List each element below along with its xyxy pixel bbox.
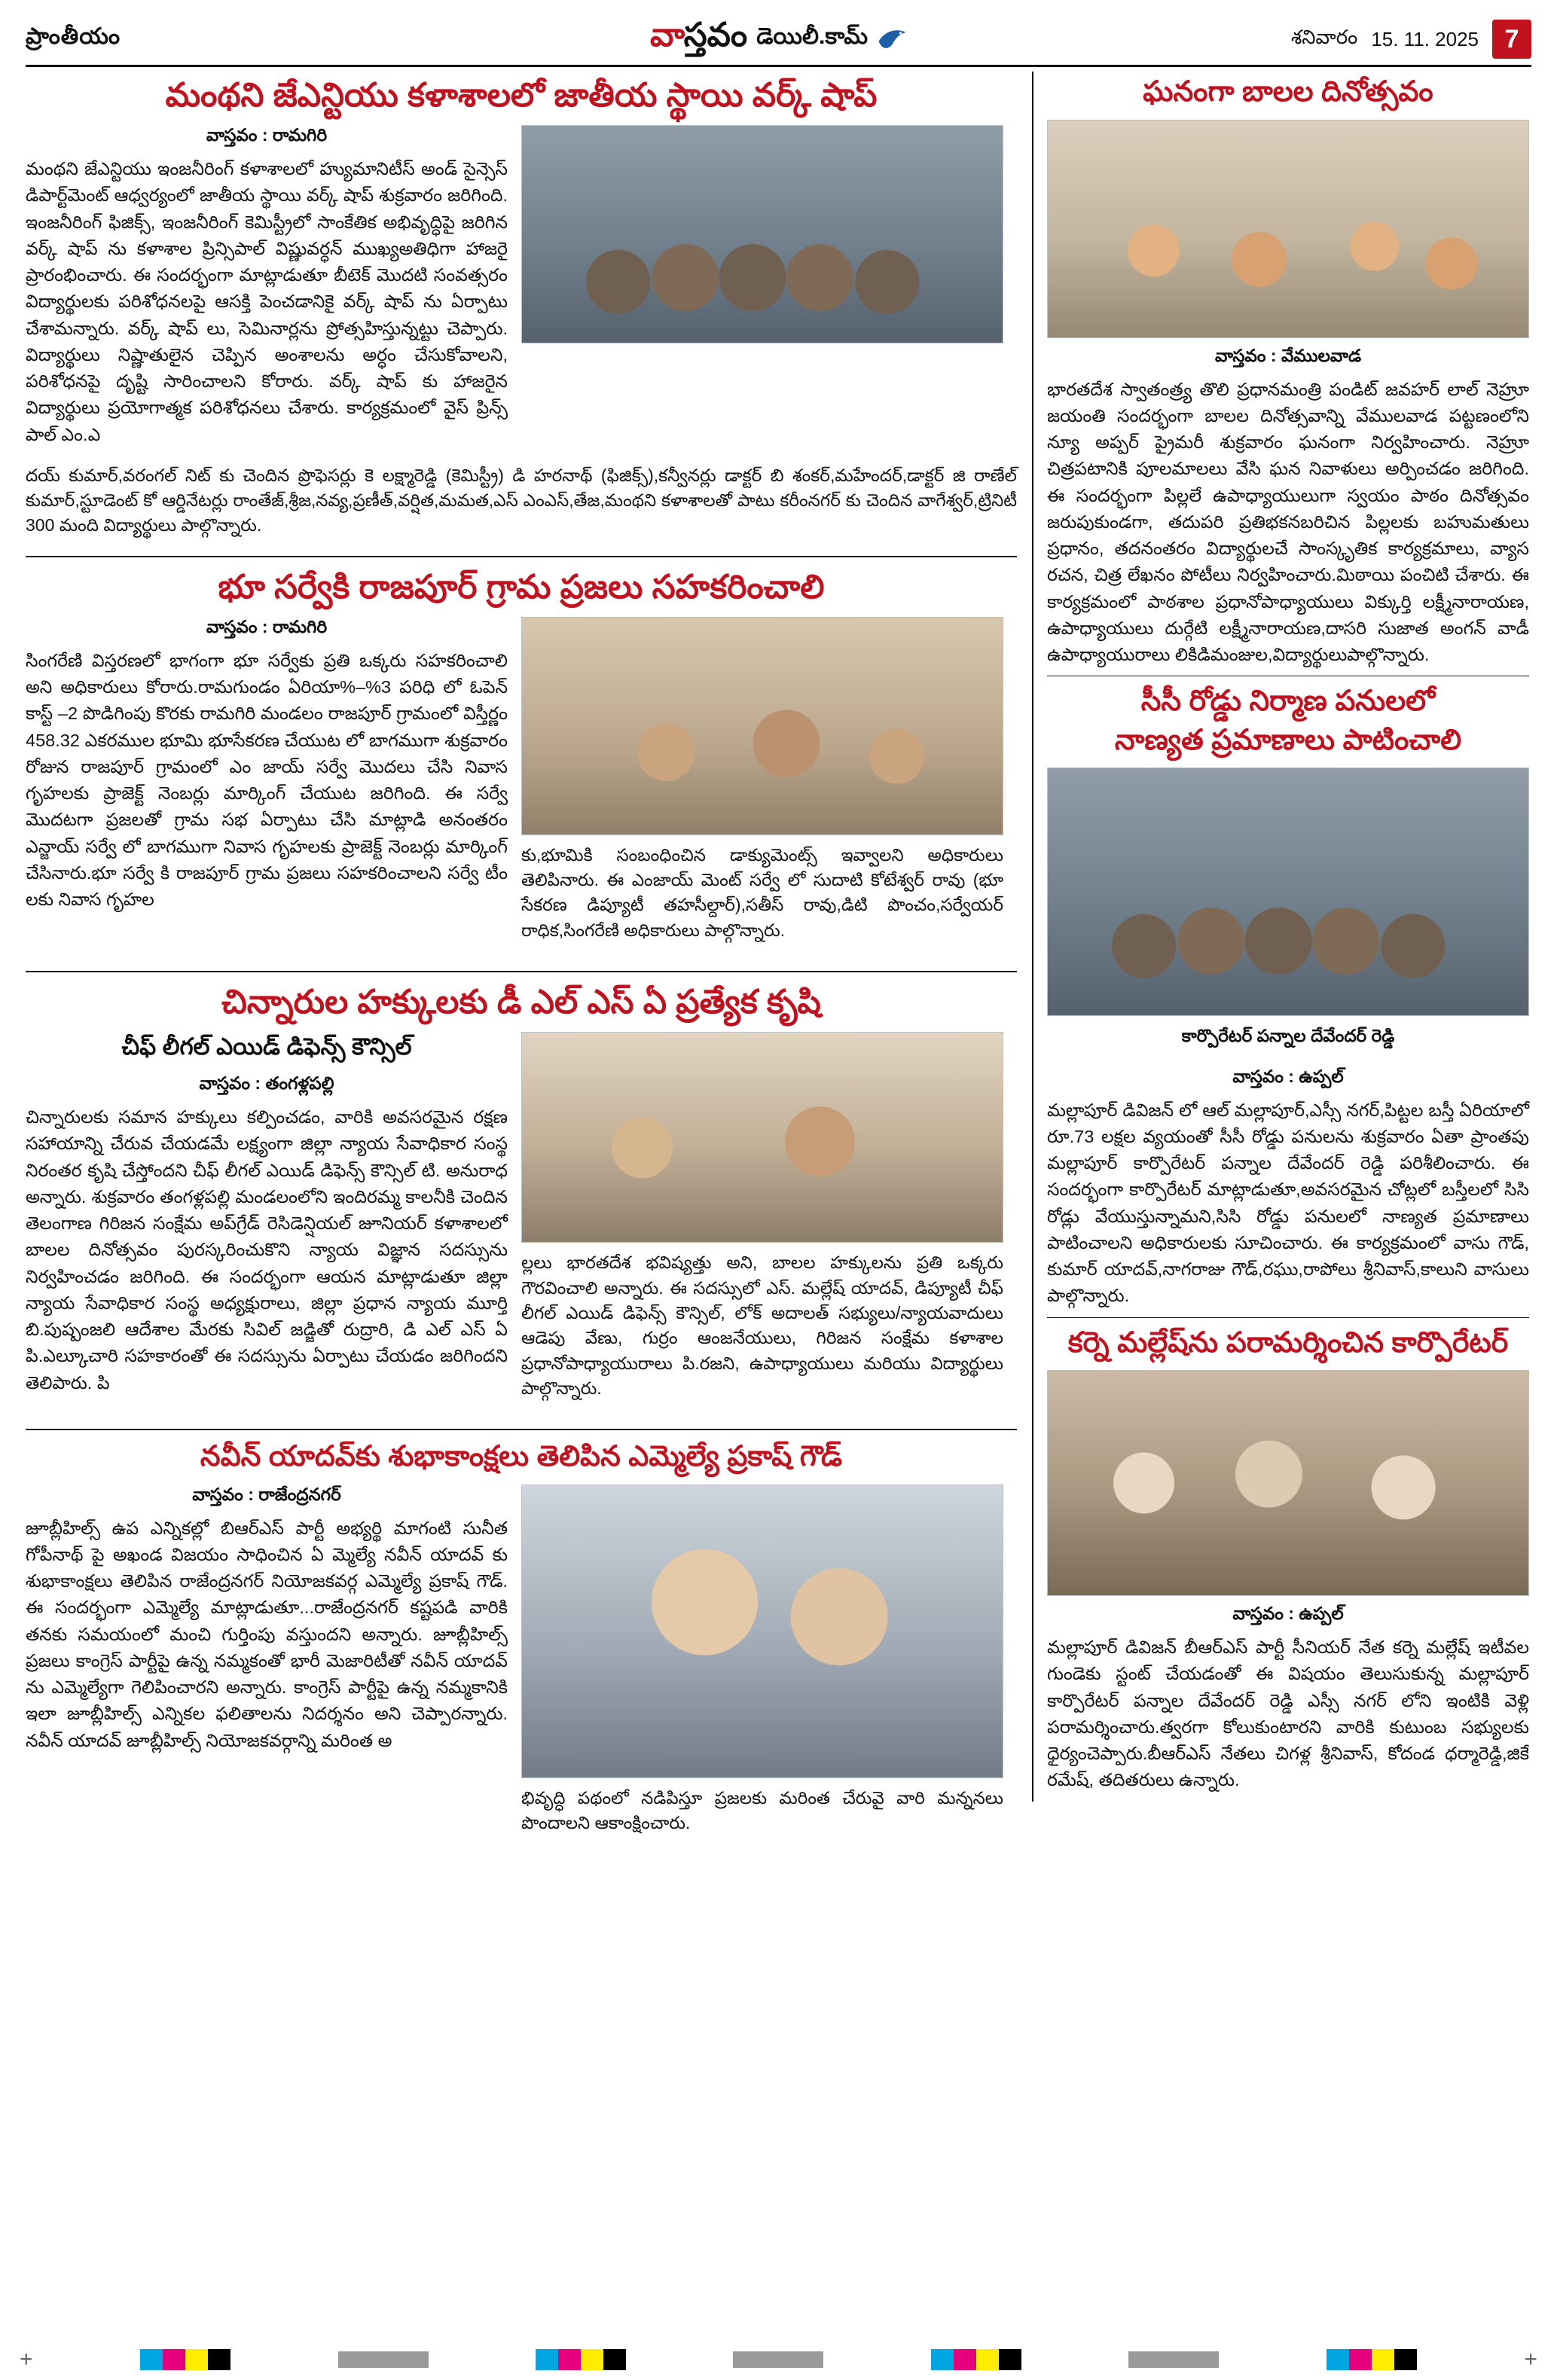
side-column bbox=[1032, 72, 1529, 1802]
masthead-date-block bbox=[1291, 20, 1531, 59]
gray-density-block-2 bbox=[733, 2351, 823, 2368]
swatch-magenta bbox=[558, 2349, 581, 2370]
article-cc-road bbox=[1047, 684, 1529, 1309]
article-dlsa-figure bbox=[521, 1032, 1003, 1418]
bird-icon bbox=[877, 26, 907, 52]
article-karne-headline: కర్నె మల్లేష్‌ను పరామర్శించిన కార్పొరేటర్ bbox=[1067, 1326, 1509, 1359]
article-cc-road-body: మల్లాపూర్ డివిజన్ లో ఆల్ మల్లాపూర్,ఎస్సీ నగర్,పిట్టల బస్తీ ఏరియాలో రూ.73 లక్షల వ్యయంతో సీసీ రోడ్డు పనులను శుక్రవారం ఏతా ప్రాంతపు మల్లాపూర్ కార్పొరేటర్ పన్నాల దేవేందర్ రెడ్డి పరిశీలించారు. ఈ సందర్భంగా కార్పొరేటర్ మాట్లాడుతూ,అవసరమైన చోట్లలో బస్తీలలో సిసి రోడ్లు వేయుస్తున్నామని,సిసి రోడ్డు పనులలో నాణ్యత ప్రమాణాలు పాటించాలని అధికారులకు సూచించారు. ఈ కార్యక్రమంలో వాసు గౌడ్, కుమార్ యాదవ్,నాగరాజు గౌడ్,రఘు,రాపోలు శ్రీనివాస్,కాలుని వాసులు పాల్గొన్నారు. bbox=[1047, 1100, 1529, 1306]
article-survey-headline: భూ సర్వేకి రాజపూర్ గ్రామ ప్రజలు సహకరించాలి bbox=[218, 568, 825, 606]
workshop-group-photo bbox=[521, 125, 1003, 343]
article-survey bbox=[26, 566, 1017, 960]
land-survey-photo bbox=[521, 617, 1003, 835]
brand-title-rest: స్తవం bbox=[683, 16, 748, 53]
article-karne-byline: వాస్తవం : ఉప్పల్ bbox=[1232, 1603, 1344, 1624]
swatch-cyan bbox=[931, 2349, 954, 2370]
registration-mark-right: + bbox=[1524, 2347, 1537, 2372]
swatch-cyan bbox=[140, 2349, 163, 2370]
article-naveen-body: జూబ్లీహిల్స్ ఉప ఎన్నికల్లో బిఆర్ఎస్ పార్టీ అభ్యర్థి మాగంటి సునీత గోపీనాథ్ పై అఖండ విజయం సాధించిన ఏ మ్మెల్యే నవీన్ యాదవ్ కు శుభాకాంక్షలు తెలిపిన రాజేంద్రనగర్ నియోజకవర్గ ఎమ్మెల్యే ప్రకాష్ గౌడ్. ఈ సందర్భంగా ఎమ్మెల్యే మాట్లాడుతూ...రాజేంద్రనగర్ కష్టపడి వారికి తనకు సమయంలో మంచి గుర్తింపు వస్తుందని అన్నారు. జూబ్లీహిల్స్ ప్రజలు కాంగ్రెస్ పార్టీపై ఉన్న నమ్మకంతో భారీ మెజారిటీతో నవీన్ యాదవ్ ను ఎమ్మెల్యేగా గెలిపించారని అన్నారు. కాంగ్రెస్ పార్టీపై ఉన్న నమ్మకానికి ఇలా జూబ్లీహిల్స్ ఎన్నికల ఫలితాలను నిదర్శనం అని చెప్పారన్నారు. నవీన్ యాదవ్ జూబ్లీహిల్స్ నియోజకవర్గాన్ని మరింత అ bbox=[26, 1518, 508, 1750]
divider bbox=[26, 1429, 1017, 1430]
article-naveen-figure bbox=[521, 1484, 1003, 1854]
article-survey-figure bbox=[521, 617, 1003, 960]
article-dlsa bbox=[26, 981, 1017, 1418]
brand-title bbox=[650, 17, 747, 63]
print-registration-bar bbox=[0, 2339, 1557, 2380]
divider bbox=[1047, 1317, 1529, 1318]
childrens-day-event-photo bbox=[521, 1032, 1003, 1243]
swatch-black bbox=[208, 2349, 230, 2370]
article-survey-body: సింగరేణి విస్తరణలో భాగంగా భూ సర్వేకు ప్రతి ఒక్కరు సహకరించాలి అని అధికారులు కోరారు.రామగుండం ఏరియా%–%3 పరిధి లో ఓపెన్ కాస్ట్ –2 పొడిగింపు కొరకు రామగిరి మండలం రాజపూర్ గ్రామంలో విస్తీర్ణం 458.32 ఎకరముల భూమి భూసేకరణ చేయుట లో బాగముగా శుక్రవారం రోజున రాజపూర్ గ్రామంలో ఎం జాయ్ సర్వే మొదలు చేసి నివాస గృహలకు ప్రాజెక్ట్ నెంబర్లు మార్కింగ్ చేయుట జరిగింది. ఈ సర్వే మొదటగా ప్రజలతో గ్రామ సభ ఏర్పాటు చేసి మాట్లాడి అనంతరం ఎన్జాయ్ సర్వే లో బాగముగా నివాస గృహలకు ప్రాజెక్ట్ నెంబర్లు మార్కింగ్ చేసినారు.భూ సర్వే కి రాజపూర్ గ్రామ ప్రజలు సహకరించాలని సర్వే టీం లకు నివాస గృహల bbox=[26, 650, 508, 910]
brand-title-accent: వా bbox=[649, 16, 684, 53]
swatch-black bbox=[999, 2349, 1021, 2370]
swatch-magenta bbox=[1349, 2349, 1372, 2370]
article-naveen-byline: వాస్తవం : రాజేంద్రనగర్ bbox=[192, 1484, 341, 1504]
swatch-group-1 bbox=[140, 2349, 230, 2370]
swatch-cyan bbox=[1327, 2349, 1349, 2370]
newspaper-brand bbox=[650, 17, 907, 63]
article-cc-road-headline-line1: సీసీ రోడ్డు నిర్మాణ పనులలో bbox=[1140, 685, 1436, 718]
swatch-yellow bbox=[581, 2349, 603, 2370]
children-classroom-photo bbox=[1047, 120, 1529, 338]
article-workshop-headline: మంథని జేఎన్టియు కళాశాలలో జాతీయ స్థాయి వర్క్ షాప్ bbox=[165, 77, 878, 114]
article-cc-road-byline: వాస్తవం : ఉప్పల్ bbox=[1232, 1066, 1344, 1086]
hospital-visit-photo bbox=[1047, 1370, 1529, 1596]
swatch-black bbox=[1394, 2349, 1417, 2370]
date-value: 15. 11. 2025 bbox=[1371, 27, 1479, 50]
divider bbox=[26, 971, 1017, 972]
article-childrens-day-byline: వాస్తవం : వేములవాడ bbox=[1214, 345, 1362, 365]
article-workshop-caption: దయ్ కుమార్,వరంగల్ నిట్ కు చెందిన ప్రొఫెసర్లు కె లక్ష్మారెడ్డి (కెమిస్ట్రీ) డి హరనాథ్ (ఫిజిక్స్),కన్వీనర్లు డాక్టర్ బి శంకర్,మహేందర్,డాక్టర్ జి రాణేల్ కుమార్,స్టూడెంట్ కో ఆర్డినేటర్లు రాంతేజ్,శ్రీజ,నవ్య,ప్రణీత్,వర్షిత,మమత,ఎస్ ఎంఎస్,తేజ,మంథని కళాశాలతో పాటు కరీంనగర్ కు చెందిన వాగేశ్వర్,ట్రినిటీ 300 మంది విద్యార్థులు పాల్గొన్నారు. bbox=[26, 465, 1017, 536]
swatch-group-4 bbox=[1327, 2349, 1417, 2370]
page-content bbox=[26, 72, 1531, 1853]
divider bbox=[26, 556, 1017, 557]
gray-density-block-3 bbox=[1128, 2351, 1219, 2368]
article-workshop-body: మంథని జేఎన్టియు ఇంజనీరింగ్ కళాశాలలో హ్యుమానిటీస్ అండ్ సైన్సెస్ డిపార్ట్‌మెంట్ ఆధ్వర్యంలో జాతీయ స్థాయి వర్క్ షాప్ శుక్రవారం జరిగింది. ఇంజనీరింగ్ ఫిజిక్స్, ఇంజనీరింగ్ కెమిస్ట్రీలో సాంకేతిక అభివృద్ధిపై జరిగిన వర్క్ షాప్ ను కళాశాల ప్రిన్సిపాల్ విష్ణువర్ధన్ ముఖ్యఅతిధిగా హాజరై ప్రారంభించారు. ఈ సందర్భంగా మాట్లాడుతూ బీటెక్ మొదటి సంవత్సరం విద్యార్థులకు పరిశోధనలపై ఆసక్తి పెంచడానికై వర్క్ షాప్ ను ఏర్పాటు చేశామన్నారు. వర్క్ షాప్ లు, సెమినార్లను ప్రోత్సహిస్తున్నట్టు చెప్పారు. విద్యార్థులు నిష్ణాతులైన చెప్పిన అంశాలను అర్ధం చేసుకోవాలని, పరిశోధనపై దృష్టి సారించాలని కోరారు. వర్క్ షాప్ కు హాజరైన విద్యార్థులు ప్రయోగాత్మక పరిశోధనలు చేశారు. కార్యక్రమంలో వైస్ ప్రిన్స్ పాల్ ఎం.ఎ bbox=[26, 159, 508, 444]
article-karne-body: మల్లాపూర్ డివిజన్ బీఆర్ఎస్ పార్టీ సీనియర్ నేత కర్నె మల్లేష్ ఇటీవల గుండెకు స్టంట్ చేయడంతో ఈ విషయం తెలుసుకున్న మల్లాపూర్ కార్పొరేటర్ పన్నాల దేవేందర్ రెడ్డి ఎస్సీ నగర్ లోని ఇంటికి వెళ్లి పరామర్శించారు.త్వరగా కోలుకుంటారని వారికి కుటుంబ సభ్యులకు ధైర్యంచెప్పారు.బీఆర్ఎస్ నేతలు చిగళ్ల శ్రీనివాస్, కోదండ ధర్మారెడ్డి,జికే రమేష్, తదితరులు ఉన్నారు. bbox=[1047, 1637, 1529, 1790]
article-workshop bbox=[26, 75, 1017, 539]
registration-mark-left: + bbox=[20, 2347, 33, 2372]
article-karne bbox=[1047, 1326, 1529, 1794]
swatch-group-3 bbox=[931, 2349, 1021, 2370]
masthead bbox=[26, 16, 1531, 67]
article-survey-caption: కు,భూమికి సంబంధించిన డాక్యుమెంట్స్ ఇవ్వాలని అధికారులు తెలిపినారు. ఈ ఎంజాయ్ మెంట్ సర్వే లో సుదాటి కోటేశ్వర్ రావు (భూ సేకరణ డిప్యూటీ తహసీల్దార్),సతీస్ రావు,డిటి పొంచం,సర్వేయర్ రాధిక,సింగరేణి అధికారులు పాల్గొన్నారు. bbox=[521, 844, 1003, 940]
article-workshop-figure bbox=[521, 125, 1003, 456]
swatch-yellow bbox=[185, 2349, 208, 2370]
article-naveen-headline: నవీన్ యాదవ్‌కు శుభాకాంక్షలు తెలిపిన ఎమ్మెల్యే ప్రకాష్ గౌడ్ bbox=[200, 1441, 843, 1473]
cc-road-inspection-photo bbox=[1047, 767, 1529, 1016]
article-childrens-day-headline: ఘనంగా బాలల దినోత్సవం bbox=[1143, 76, 1433, 108]
article-dlsa-body: చిన్నారులకు సమాన హక్కులు కల్పించడం, వారికి అవసరమైన రక్షణ సహాయాన్ని చేరువ చేయడమే లక్ష్యంగా జిల్లా న్యాయ సేవాధికార సంస్థ నిరంతర కృషి చేస్తోందని చీఫ్ లీగల్ ఎయిడ్ డిఫెన్స్ కౌన్సిల్ టి. అనురాధ అన్నారు. శుక్రవారం తంగళ్లపల్లి మండలంలోని ఇందిరమ్మ కాలనీకి చెందిన తెలంగాణ గిరిజన సంక్షేమ అప్‌గ్రేడ్ రెసిడెన్షియల్ జూనియర్ కళాశాలలో బాలల దినోత్సవం పురస్కరించుకొని న్యాయ విజ్ఞాన సదస్సును నిర్వహించడం జరిగింది. ఈ సందర్భంగా ఆయన మాట్లాడుతూ జిల్లా న్యాయ సేవాధికార సంస్థ అధ్యక్షురాలు, జిల్లా ప్రధాన న్యాయ మూర్తి బి.పుష్పంజలి ఆదేశాల మేరకు సివిల్ జడ్జితో రుద్రారి, డి ఎల్ ఎస్ ఏ పి.ఎల్కూచారి సహకారంతో ఈ సదస్సును ఏర్పాటు చేయడం జరిగిందని తెలిపారు. పి bbox=[26, 1107, 508, 1393]
swatch-cyan bbox=[536, 2349, 558, 2370]
article-workshop-byline: వాస్తవం : రామగిరి bbox=[206, 125, 328, 145]
article-dlsa-caption: ల్లలు భారతదేశ భవిష్యత్తు అని, బాలల హక్కులను ప్రతి ఒక్కరు గౌరవించాలి అన్నారు. ఈ సదస్సులో ఎస్. మల్లేష్ యాదవ్, డిప్యూటీ చీఫ్ లీగల్ ఎయిడ్ డిఫెన్స్ కౌన్సిల్, లోక్ అదాలత్ సభ్యులు/న్యాయవాదులు ఆడెపు వేణు, గుర్రం ఆంజనేయులు, గిరిజన సంక్షేమ కళాశాల ప్రధానోపాధ్యాయురాలు పి.రజని, ఉపాధ్యాయులు మరియు విద్యార్థులు పాల్గొన్నారు. bbox=[521, 1253, 1003, 1398]
article-childrens-day bbox=[1047, 75, 1529, 668]
article-naveen bbox=[26, 1439, 1017, 1853]
article-dlsa-headline: చిన్నారుల హక్కులకు డీ ఎల్ ఎస్ ఏ ప్రత్యేక కృషి bbox=[221, 984, 821, 1021]
swatch-magenta bbox=[954, 2349, 976, 2370]
article-childrens-day-body: భారతదేశ స్వాతంత్ర్య తొలి ప్రధానమంత్రి పండిట్ జవహర్ లాల్ నెహ్రూ జయంతి సందర్భంగా బాలల దినోత్సవాన్ని వేములవాడ పట్టణంలోని న్యూ అప్పర్ ప్రైమరీ శుక్రవారం ఘనంగా నిర్వహించారు. నెహ్రూ చిత్రపటానికి పూలమాలలు వేసి ఘన నివాళులు అర్పించడం జరిగింది. ఈ సందర్భంగా పిల్లలే ఉపాధ్యాయులుగా స్వయం పాఠం దినోత్సవం జరుపుకుండగా, తదుపరి ప్రతిభకనబరిచిన పిల్లలకు బహుమతులు ప్రధానం, తదనంతరం విద్యార్థులచే సాంస్కృతిక కార్యక్రమాలు, వ్యాస రచన, చిత్ర లేఖనం పోటీలు నిర్వహించారు.మిఠాయి పంచిటి చేశారు. ఈ కార్యక్రమంలో పాఠశాల ప్రధానోపాధ్యాయులు విక్కుర్తి లక్ష్మీనారాయణ, ఉపాధ్యాయులు దుర్గేటి లక్ష్మీనారాయణ,దాసరి సుజాత అంగన్ వాడీ ఉపాధ్యాయురాలు లికిడిమంజుల,విద్యార్థులుపాల్గొన్నారు. bbox=[1047, 379, 1529, 664]
swatch-group-2 bbox=[536, 2349, 626, 2370]
article-survey-byline: వాస్తవం : రామగిరి bbox=[206, 616, 328, 636]
page-number: 7 bbox=[1492, 20, 1531, 59]
brand-subtitle: డెయిలీ.కామ్ bbox=[756, 23, 869, 49]
swatch-yellow bbox=[976, 2349, 999, 2370]
article-dlsa-byline: వాస్తవం : తంగళ్లపల్లి bbox=[199, 1073, 334, 1094]
swatch-black bbox=[603, 2349, 626, 2370]
article-cc-road-headline-line2: నాణ్యత ప్రమాణాలు పాటించాలి bbox=[1114, 724, 1462, 756]
main-column bbox=[26, 72, 1017, 1853]
section-name: ప్రాంతీయం bbox=[26, 23, 121, 49]
swatch-yellow bbox=[1372, 2349, 1394, 2370]
swatch-magenta bbox=[163, 2349, 185, 2370]
article-dlsa-subhead: చీఫ్ లీగల్ ఎయిడ్ డిఫెన్స్ కౌన్సిల్ bbox=[121, 1033, 412, 1060]
gray-density-block-1 bbox=[338, 2351, 429, 2368]
article-naveen-caption: భివృద్ధి పథంలో నడిపిస్తూ ప్రజలకు మరింత చేరువై వారి మన్ననలు పొందాలని ఆకాంక్షించారు. bbox=[521, 1787, 1003, 1833]
date-day: శనివారం bbox=[1290, 25, 1358, 48]
mla-felicitation-photo bbox=[521, 1484, 1003, 1778]
article-cc-road-caption: కార్పొరేటర్ పన్నాల దేవేందర్ రెడ్డి bbox=[1181, 1026, 1395, 1046]
